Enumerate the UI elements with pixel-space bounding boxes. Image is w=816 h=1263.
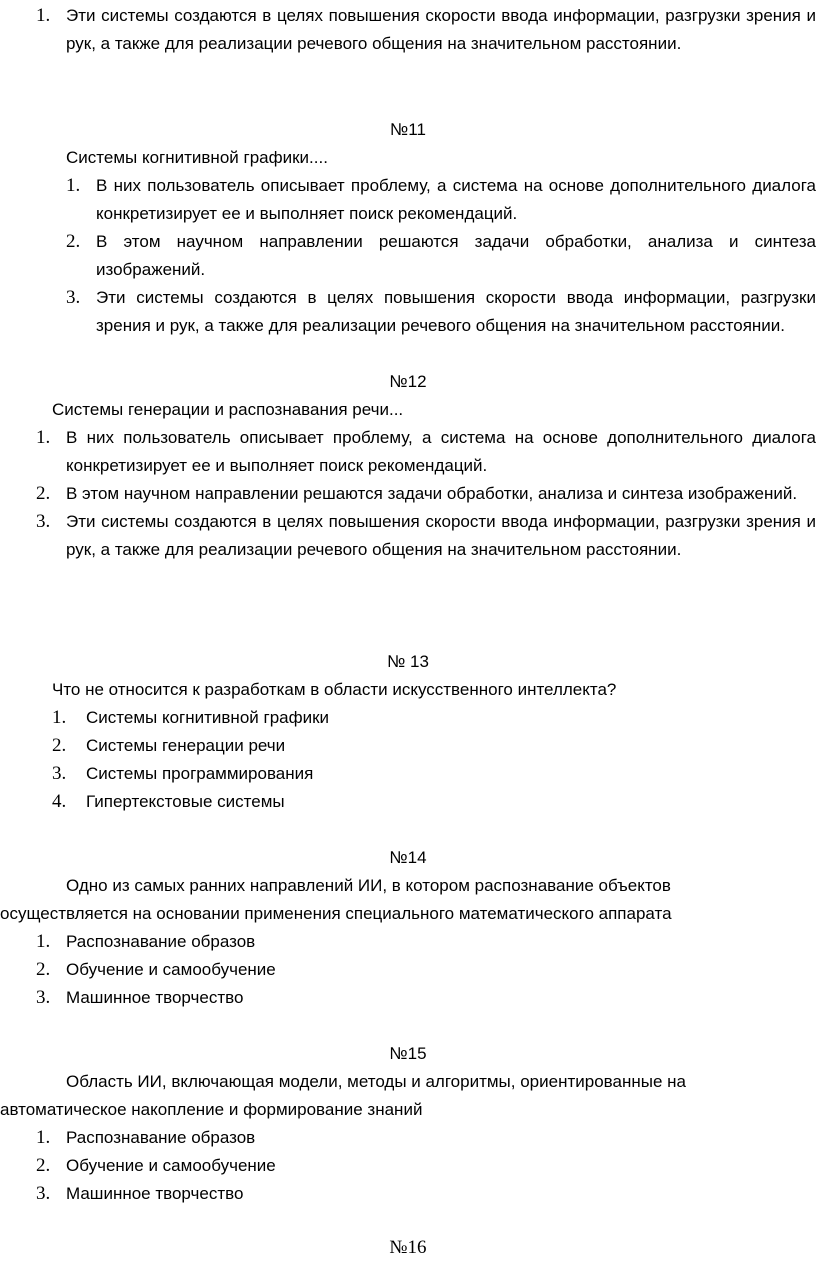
answer-item: [66, 228, 816, 284]
answer-item: [36, 480, 816, 508]
answer-text: Обучение и самообучение: [66, 960, 276, 979]
answer-item: [36, 928, 816, 956]
answer-number: 3.: [36, 511, 51, 532]
answer-text: Эти системы создаются в целях повышения скорости ввода информации, разгрузки зрения и рук, а также для реализации речевого общения на значительном расстоянии.: [66, 512, 816, 559]
answer-list: [36, 2, 816, 58]
answer-number: 2.: [52, 735, 67, 756]
answer-text: В этом научном направлении решаются задачи обработки, анализа и синтеза изображений.: [96, 232, 816, 279]
answer-text: Эти системы создаются в целях повышения скорости ввода информации, разгрузки зрения и рук, а также для реализации речевого общения на значительном расстоянии.: [96, 288, 816, 335]
question-number: №14: [389, 848, 427, 867]
answer-list: [36, 1124, 816, 1208]
answer-item: [52, 732, 816, 760]
answer-item: [52, 760, 816, 788]
question-text: Область ИИ, включающая модели, методы и алгоритмы, ориентированные на автоматическое накопление и формирование знаний: [0, 1072, 686, 1119]
answer-number: 3.: [66, 287, 81, 308]
answer-list: [66, 172, 816, 340]
answer-number: 1.: [66, 175, 81, 196]
answer-number: 1.: [36, 931, 51, 952]
answer-text: В них пользователь описывает проблему, а система на основе дополнительного диалога конкретизирует ее и выполняет поиск рекомендаций.: [96, 176, 816, 223]
answer-text: В них пользователь описывает проблему, а система на основе дополнительного диалога конкретизирует ее и выполняет поиск рекомендаций.: [66, 428, 816, 475]
answer-item: [36, 1124, 816, 1152]
answer-text: Распознавание образов: [66, 932, 256, 951]
answer-item: [36, 1180, 816, 1208]
answer-number: 2.: [36, 483, 51, 504]
answer-item: [66, 284, 816, 340]
answer-number: 2.: [66, 231, 81, 252]
answer-number: 4.: [52, 791, 67, 812]
question-number: № 13: [387, 652, 429, 671]
answer-number: 1.: [36, 5, 51, 26]
answer-text: Машинное творчество: [66, 988, 244, 1007]
question-number: №11: [390, 120, 426, 139]
answer-item: [36, 984, 816, 1012]
answer-number: 3.: [36, 987, 51, 1008]
question-number: №15: [389, 1044, 427, 1063]
answer-text: Обучение и самообучение: [66, 1156, 276, 1175]
question-text: Что не относится к разработкам в области искусственного интеллекта?: [52, 680, 617, 699]
answer-text: Распознавание образов: [66, 1128, 256, 1147]
answer-text: Системы программирования: [86, 764, 314, 783]
answer-item: [36, 2, 816, 58]
answer-item: [66, 172, 816, 228]
question-text: Системы генерации и распознавания речи...: [52, 400, 404, 419]
answer-text: Системы когнитивной графики: [86, 708, 330, 727]
answer-item: [36, 956, 816, 984]
answer-number: 2.: [36, 1155, 51, 1176]
question-number: №12: [389, 372, 427, 391]
answer-text: Системы генерации речи: [86, 736, 286, 755]
answer-item: [36, 508, 816, 564]
question-text: Системы когнитивной графики....: [66, 148, 328, 167]
answer-text: Гипертекстовые системы: [86, 792, 285, 811]
answer-list: [36, 424, 816, 564]
answer-item: [36, 1152, 816, 1180]
answer-number: 1.: [36, 1127, 51, 1148]
answer-number: 2.: [36, 959, 51, 980]
answer-list: [52, 704, 816, 816]
answer-item: [52, 788, 816, 816]
answer-list: [36, 928, 816, 1012]
answer-item: [36, 424, 816, 480]
question-number: №16: [389, 1237, 427, 1258]
answer-number: 3.: [36, 1183, 51, 1204]
answer-text: Эти системы создаются в целях повышения скорости ввода информации, разгрузки зрения и рук, а также для реализации речевого общения на значительном расстоянии.: [66, 6, 816, 53]
answer-number: 1.: [36, 427, 51, 448]
answer-number: 3.: [52, 763, 67, 784]
answer-text: Машинное творчество: [66, 1184, 244, 1203]
question-text: Одно из самых ранних направлений ИИ, в котором распознавание объектов осуществляется на основании применения специального математического аппарата: [0, 876, 672, 923]
answer-text: В этом научном направлении решаются задачи обработки, анализа и синтеза изображений.: [66, 484, 798, 503]
answer-number: 1.: [52, 707, 67, 728]
answer-item: [52, 704, 816, 732]
